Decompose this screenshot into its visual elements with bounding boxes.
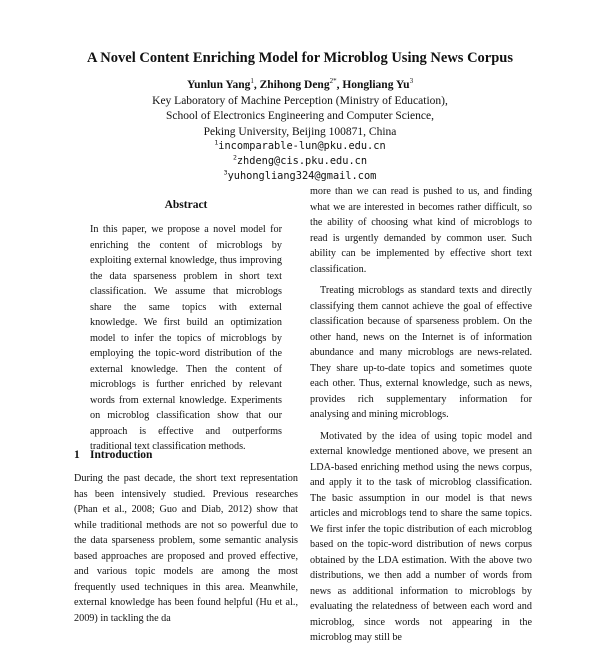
author-name: Zhihong Deng bbox=[259, 79, 330, 91]
author-affil-mark: 2* bbox=[329, 77, 337, 86]
affiliation-line: School of Electronics Engineering and Computer Science, bbox=[166, 110, 434, 123]
abstract-body: In this paper, we propose a novel model for enriching the content of microblogs by exploiting external knowledge, thus improving the data sparseness problem in short text classification. We assume that microblogs share the same topics with external knowledge. We first build an optimization model to infer the topics of microblogs by employing the topic-word distribution of the external knowledge. Then the content of microblogs is further enriched by relevant words from external knowledge. Experiments on microblog classification show that our approach is effective and outperforms traditional text classification methods. bbox=[90, 224, 282, 452]
affiliation bbox=[0, 94, 600, 140]
author-affil-mark: 3 bbox=[409, 77, 414, 86]
section-heading-introduction bbox=[74, 449, 152, 461]
paragraph: more than we can read is pushed to us, and finding what we are interested in becomes rather difficult, so the ability of choosing what kind of microblogs to read is urgently demanded by common user. Such ability can be implemented by effective short text classification. bbox=[310, 186, 532, 275]
author-list: Yunlun Yang$^1$, Zhihong Deng$^{2*}$, Hongliang Yu$^3$ bbox=[186, 77, 414, 91]
email-line: $^1$incomparable-lun@pku.edu.cn bbox=[214, 138, 386, 152]
section-number: 1 bbox=[74, 449, 80, 461]
affiliation-line: Key Laboratory of Machine Perception (Ministry of Education), bbox=[152, 95, 448, 107]
author-name: Hongliang Yu bbox=[342, 79, 410, 91]
author-affil-mark: 1 bbox=[250, 77, 254, 86]
paper-title: A Novel Content Enriching Model for Microblog Using News Corpus bbox=[86, 50, 513, 66]
abstract-heading: Abstract bbox=[164, 199, 208, 211]
affiliation-line: Peking University, Beijing 100871, China bbox=[203, 125, 397, 138]
email-address: zhdeng@cis.pku.edu.cn bbox=[236, 155, 368, 167]
email-list bbox=[0, 139, 600, 184]
email-line: $^3$yuhongliang324@gmail.com bbox=[223, 168, 377, 182]
paragraph: Treating microblogs as standard texts and directly classifying them cannot achieve the goal of effective classification because of sparseness problem. On the other hand, news on the Internet is of information abundance and many microblogs are news-related. They share up-to-date topics and sometimes quote each other. Thus, external knowledge, such as news, provides rich supplementary information for analysing and mining microblogs. bbox=[310, 285, 532, 420]
section-title: Introduction bbox=[90, 449, 153, 461]
author-name: Yunlun Yang bbox=[186, 79, 251, 91]
email-address: yuhongliang324@gmail.com bbox=[227, 170, 377, 182]
right-column bbox=[310, 184, 532, 652]
introduction-body: During the past decade, the short text representation has been intensively studied. Previous researches (Phan et al., 2008; Guo and Diab, 2012) show that while traditional methods are not so powerful due to the data sparseness problem, some semantic analysis based approaches are proposed and proved effective, and various topic models are among the most frequently used techniques in this area. Meanwhile, external knowledge has been found helpful (Hu et al., 2009) in tackling the da bbox=[74, 473, 298, 624]
email-address: incomparable-lun@pku.edu.cn bbox=[218, 140, 386, 152]
email-line: $^2$zhdeng@cis.pku.edu.cn bbox=[232, 153, 368, 167]
paragraph: Motivated by the idea of using topic model and external knowledge mentioned above, we present an LDA-based enriching method using the news corpus, and apply it to the task of microblog classification. The basic assumption in our model is that news articles and microblogs tend to share the same topics. We first infer the topic distribution of each microblog based on the topic-word distribution of news corpus obtained by the LDA estimation. With the above two distributions, we then add a number of words from news as additional information to microblogs by evaluating the relatedness of between each word and microblog, since words not appearing in the microblog may still be bbox=[310, 430, 532, 643]
